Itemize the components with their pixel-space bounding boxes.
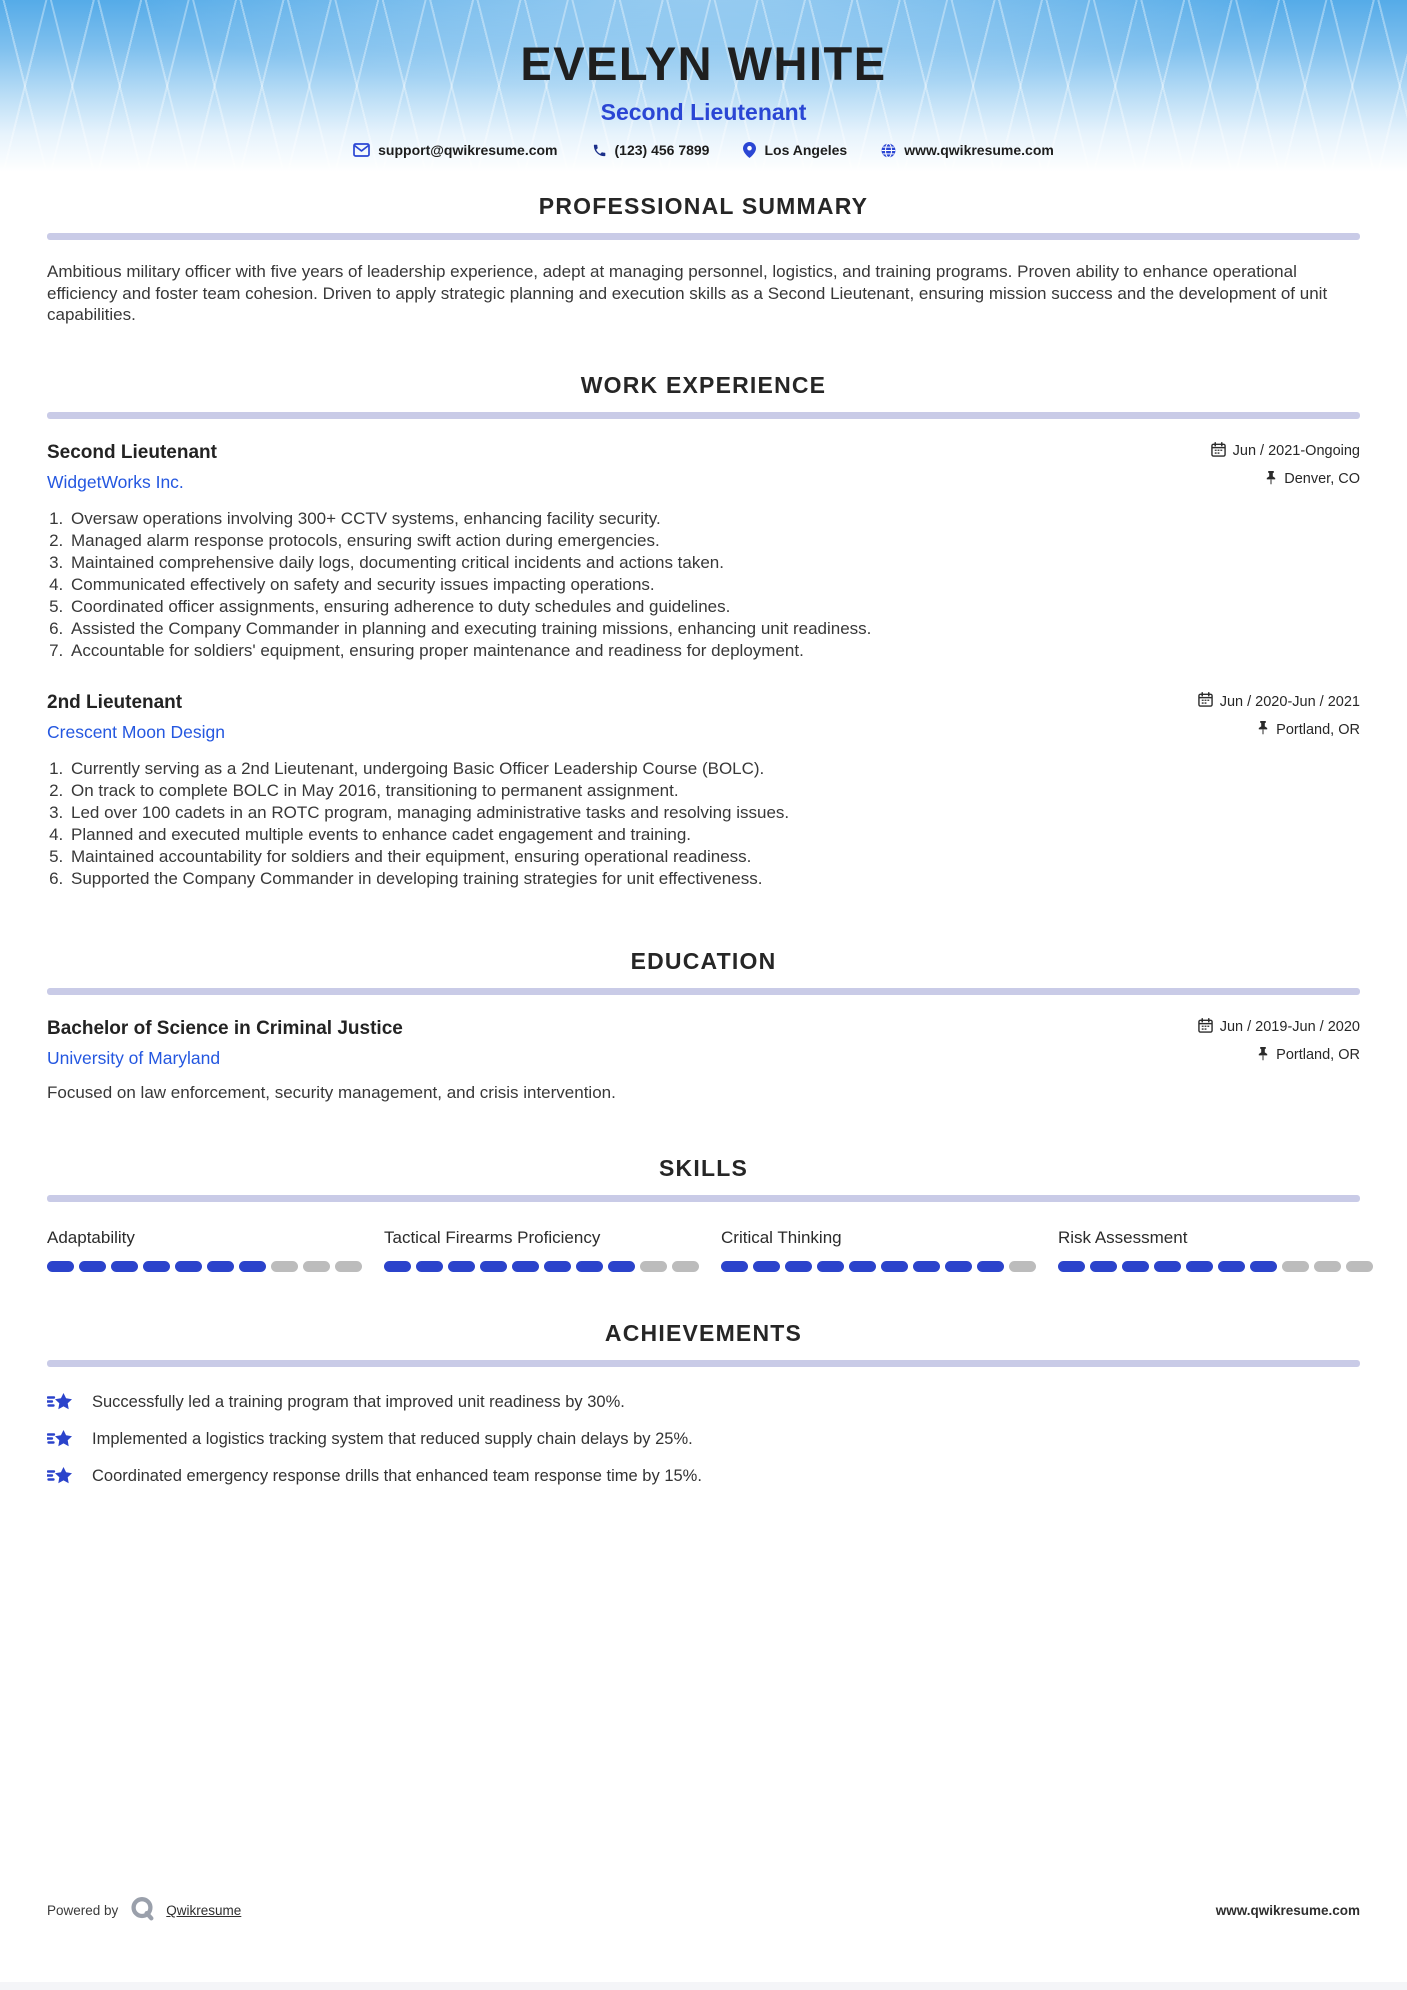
jobs-container xyxy=(47,442,1360,890)
skill-segment-filled xyxy=(977,1261,1004,1272)
candidate-name: EVELYN WHITE xyxy=(520,37,887,90)
location-icon xyxy=(743,142,756,158)
pushpin-icon xyxy=(1265,470,1277,489)
skill-item xyxy=(721,1228,1036,1272)
education-entry xyxy=(47,1018,1360,1103)
skill-segment-filled xyxy=(384,1261,411,1272)
education-section xyxy=(47,948,1360,1103)
skill-segment-filled xyxy=(1090,1261,1117,1272)
skill-segment-empty xyxy=(271,1261,298,1272)
education-school-link[interactable]: University of Maryland xyxy=(47,1047,221,1068)
brand-q-icon xyxy=(128,1895,156,1926)
contact-email-text: support@qwikresume.com xyxy=(378,142,558,158)
phone-icon xyxy=(592,143,607,158)
job-duty-item: 1. Currently serving as a 2nd Lieutenant, undergoing Basic Officer Leadership Course (BOLC). xyxy=(68,758,1360,780)
education-description: Focused on law enforcement, security management, and crisis intervention. xyxy=(47,1082,616,1102)
job-duties xyxy=(47,508,1360,662)
skill-segment-filled xyxy=(1250,1261,1277,1272)
contact-location-text: Los Angeles xyxy=(764,142,848,158)
calendar-icon xyxy=(1198,1018,1213,1037)
skill-segment-filled xyxy=(47,1261,74,1272)
section-divider xyxy=(47,412,1360,419)
skill-bar xyxy=(47,1261,362,1272)
job-duty-item: 3. Led over 100 cadets in an ROTC program, managing administrative tasks and resolving issues. xyxy=(68,802,1360,824)
job-entry xyxy=(47,692,1360,890)
skill-segment-filled xyxy=(416,1261,443,1272)
skill-segment-filled xyxy=(1154,1261,1181,1272)
calendar-icon xyxy=(1211,442,1226,461)
skills-grid xyxy=(47,1228,1360,1272)
achievements-section xyxy=(47,1320,1360,1489)
section-divider xyxy=(47,233,1360,240)
job-duty-item: 4. Planned and executed multiple events to enhance cadet engagement and training. xyxy=(68,824,1360,846)
skill-label: Critical Thinking xyxy=(721,1227,842,1247)
job-duty-item: 6. Supported the Company Commander in developing training strategies for unit effectiveness. xyxy=(68,868,1360,890)
job-duty-item: 5. Coordinated officer assignments, ensuring adherence to duty schedules and guidelines. xyxy=(68,596,1360,618)
skill-bar xyxy=(384,1261,699,1272)
summary-section xyxy=(47,193,1360,326)
job-duties xyxy=(47,758,1360,890)
skill-segment-empty xyxy=(335,1261,362,1272)
contact-phone[interactable] xyxy=(592,142,710,158)
powered-by-label: Powered by xyxy=(47,1903,119,1918)
achievements-list xyxy=(47,1391,1360,1489)
job-duty-item: 7. Accountable for soldiers' equipment, ensuring proper maintenance and readiness for deployment. xyxy=(68,640,1360,662)
achievement-item xyxy=(47,1465,1360,1489)
education-degree: Bachelor of Science in Criminal Justice xyxy=(47,1017,403,1039)
skill-segment-filled xyxy=(913,1261,940,1272)
skill-segment-filled xyxy=(608,1261,635,1272)
skill-item xyxy=(384,1228,699,1272)
job-duty-item: 3. Maintained comprehensive daily logs, documenting critical incidents and actions taken. xyxy=(68,552,1360,574)
email-icon xyxy=(353,143,370,157)
skill-segment-filled xyxy=(849,1261,876,1272)
skills-heading: SKILLS xyxy=(659,1154,748,1181)
contact-email[interactable] xyxy=(353,142,557,158)
skill-segment-filled xyxy=(817,1261,844,1272)
brand-link[interactable]: Qwikresume xyxy=(166,1903,242,1918)
job-entry xyxy=(47,442,1360,662)
achievement-item xyxy=(47,1391,1360,1415)
job-duty-item: 4. Communicated effectively on safety and security issues impacting operations. xyxy=(68,574,1360,596)
job-company-link[interactable]: WidgetWorks Inc. xyxy=(47,471,184,492)
skills-section xyxy=(47,1155,1360,1272)
experience-section xyxy=(47,372,1360,890)
job-duty-item: 1. Oversaw operations involving 300+ CCTV systems, enhancing facility security. xyxy=(68,508,1360,530)
skill-segment-filled xyxy=(207,1261,234,1272)
skill-segment-filled xyxy=(448,1261,475,1272)
skill-segment-empty xyxy=(672,1261,699,1272)
skill-segment-empty xyxy=(640,1261,667,1272)
skill-segment-filled xyxy=(881,1261,908,1272)
resume-body xyxy=(0,193,1407,1489)
resume-header xyxy=(0,0,1407,172)
skill-segment-empty xyxy=(1346,1261,1373,1272)
section-divider xyxy=(47,988,1360,995)
education-location: Portland, OR xyxy=(1198,1046,1360,1065)
section-divider xyxy=(47,1195,1360,1202)
candidate-title: Second Lieutenant xyxy=(600,99,807,125)
achievement-star-icon xyxy=(47,1391,74,1415)
job-company-link[interactable]: Crescent Moon Design xyxy=(47,722,225,743)
globe-icon xyxy=(881,143,896,158)
bottom-strip xyxy=(0,1982,1407,1990)
skill-segment-filled xyxy=(544,1261,571,1272)
job-dates: Jun / 2020-Jun / 2021 xyxy=(1198,692,1360,711)
achievement-text: Implemented a logistics tracking system that reduced supply chain delays by 25%. xyxy=(92,1430,693,1449)
experience-heading: WORK EXPERIENCE xyxy=(580,371,827,398)
skill-segment-empty xyxy=(1009,1261,1036,1272)
skill-label: Risk Assessment xyxy=(1058,1227,1188,1247)
skill-item xyxy=(1058,1228,1373,1272)
skill-segment-filled xyxy=(1122,1261,1149,1272)
skill-label: Tactical Firearms Proficiency xyxy=(384,1227,601,1247)
skill-segment-filled xyxy=(576,1261,603,1272)
contact-location[interactable] xyxy=(743,142,847,158)
achievement-star-icon xyxy=(47,1428,74,1452)
skill-segment-empty xyxy=(303,1261,330,1272)
job-location: Portland, OR xyxy=(1198,720,1360,739)
skill-bar xyxy=(1058,1261,1373,1272)
calendar-icon xyxy=(1198,692,1213,711)
education-heading: EDUCATION xyxy=(630,947,777,974)
skill-label: Adaptability xyxy=(47,1227,135,1247)
page-footer xyxy=(47,1895,1360,1926)
skill-segment-filled xyxy=(721,1261,748,1272)
contact-phone-text: (123) 456 7899 xyxy=(614,142,710,158)
pushpin-icon xyxy=(1257,1046,1269,1065)
achievement-star-icon xyxy=(47,1465,74,1489)
skill-segment-filled xyxy=(79,1261,106,1272)
skill-segment-filled xyxy=(753,1261,780,1272)
skill-segment-filled xyxy=(945,1261,972,1272)
job-location: Denver, CO xyxy=(1211,470,1360,489)
skill-segment-filled xyxy=(1058,1261,1085,1272)
skill-segment-filled xyxy=(1218,1261,1245,1272)
job-duty-item: 6. Assisted the Company Commander in planning and executing training missions, enhancing unit readiness. xyxy=(68,618,1360,640)
job-title: Second Lieutenant xyxy=(47,441,217,463)
summary-heading: PROFESSIONAL SUMMARY xyxy=(538,193,869,219)
skill-segment-filled xyxy=(175,1261,202,1272)
section-divider xyxy=(47,1360,1360,1367)
footer-website[interactable]: www.qwikresume.com xyxy=(1215,1903,1360,1918)
skill-segment-empty xyxy=(1282,1261,1309,1272)
job-duty-item: 5. Maintained accountability for soldiers and their equipment, ensuring operational readiness. xyxy=(68,846,1360,868)
skill-segment-filled xyxy=(785,1261,812,1272)
skill-bar xyxy=(721,1261,1036,1272)
skill-segment-empty xyxy=(1314,1261,1341,1272)
contact-website[interactable] xyxy=(881,142,1054,158)
summary-text: Ambitious military officer with five years of leadership experience, adept at managing personnel, logistics, and training programs. Proven ability to enhance operational efficiency and foster team cohesion. Driven to apply strategic planning and execution skills as a Second Lieutenant, ensuring mission success and the development of unit capabilities. xyxy=(47,262,1328,325)
job-duty-item: 2. On track to complete BOLC in May 2016, transitioning to permanent assignment. xyxy=(68,780,1360,802)
job-duty-item: 2. Managed alarm response protocols, ensuring swift action during emergencies. xyxy=(68,530,1360,552)
skill-segment-filled xyxy=(143,1261,170,1272)
skill-segment-filled xyxy=(512,1261,539,1272)
pushpin-icon xyxy=(1257,720,1269,739)
skill-segment-filled xyxy=(480,1261,507,1272)
education-dates: Jun / 2019-Jun / 2020 xyxy=(1198,1018,1360,1037)
skill-segment-filled xyxy=(239,1261,266,1272)
achievements-heading: ACHIEVEMENTS xyxy=(604,1319,803,1346)
skill-item xyxy=(47,1228,362,1272)
skill-segment-filled xyxy=(111,1261,138,1272)
skill-segment-filled xyxy=(1186,1261,1213,1272)
contact-website-text: www.qwikresume.com xyxy=(904,142,1054,158)
job-title: 2nd Lieutenant xyxy=(47,692,183,714)
achievement-text: Coordinated emergency response drills that enhanced team response time by 15%. xyxy=(92,1467,702,1486)
job-dates: Jun / 2021-Ongoing xyxy=(1211,442,1360,461)
contact-row xyxy=(0,142,1407,158)
achievement-item xyxy=(47,1428,1360,1452)
achievement-text: Successfully led a training program that improved unit readiness by 30%. xyxy=(92,1393,625,1412)
